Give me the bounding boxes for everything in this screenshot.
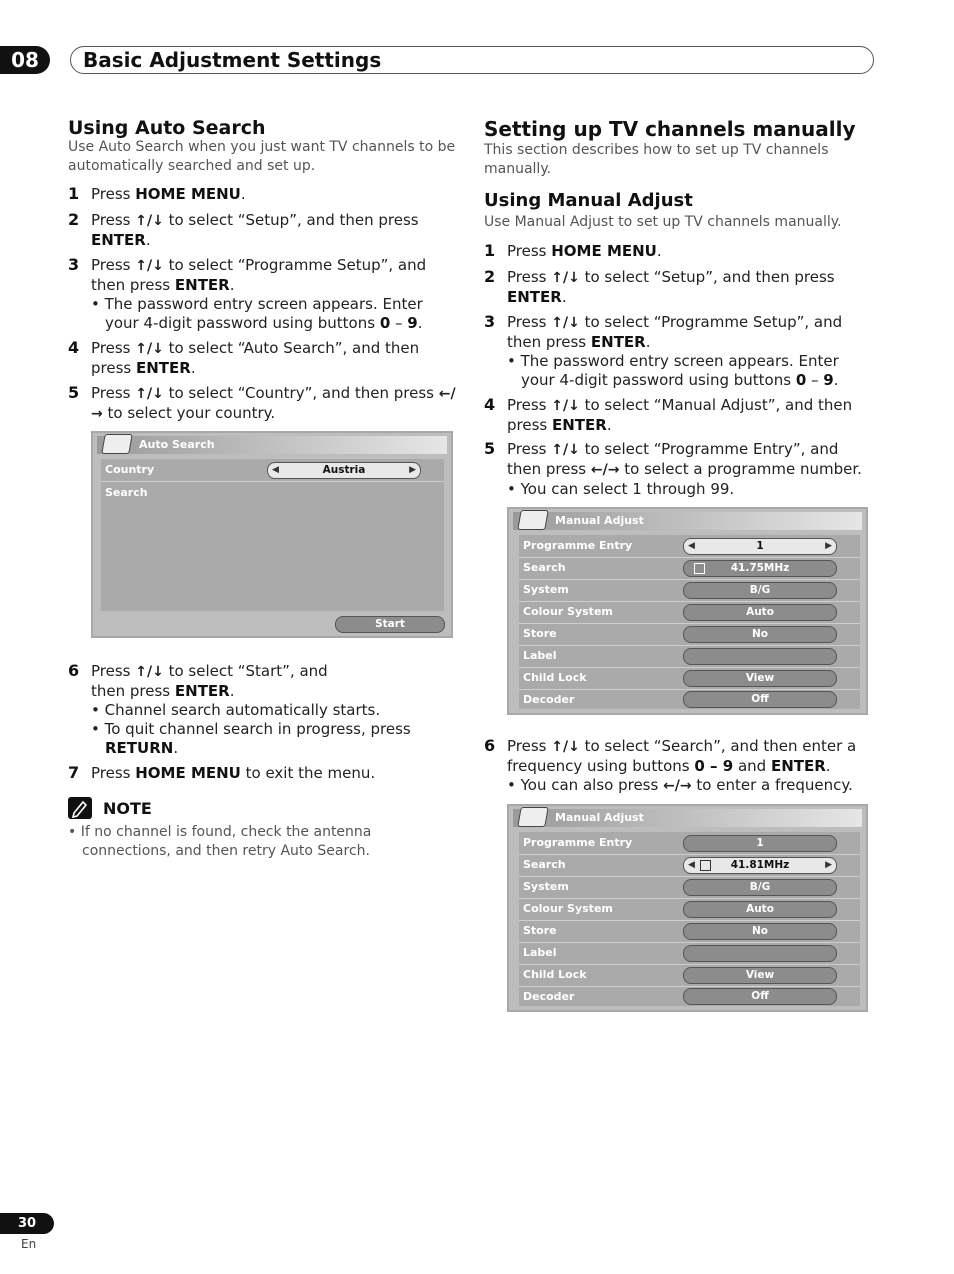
right-step-2 bbox=[484, 268, 876, 307]
step-number: 5 bbox=[484, 439, 496, 458]
step-text: Press bbox=[507, 440, 552, 458]
language-code: En bbox=[21, 1237, 37, 1251]
row-label: Label bbox=[523, 649, 557, 662]
step-text: to select “Programme Setup”, and then press bbox=[91, 256, 427, 294]
left-right-arrow-icon: ←/→ bbox=[663, 778, 692, 794]
store-value[interactable]: No bbox=[683, 923, 837, 940]
frequency-icon bbox=[700, 860, 711, 871]
step-key: 0 – 9 bbox=[694, 757, 734, 775]
note-icon bbox=[68, 797, 92, 819]
manual-adjust-intro: Use Manual Adjust to set up TV channels manually. bbox=[484, 214, 842, 230]
step-text: Press bbox=[91, 384, 136, 402]
step-text: to select “Setup”, and then press bbox=[579, 268, 835, 286]
row-label: Programme Entry bbox=[523, 836, 633, 849]
right-step-1 bbox=[484, 242, 876, 261]
step-number: 1 bbox=[68, 184, 80, 203]
section-heading-auto-search: Using Auto Search bbox=[68, 117, 266, 139]
manual-adjust-screen-2 bbox=[507, 804, 868, 1012]
page-number: 30 bbox=[0, 1213, 54, 1234]
step-text: Press bbox=[507, 396, 552, 414]
manual-intro: This section describes how to set up TV channels manually. bbox=[484, 142, 829, 177]
tv-icon bbox=[101, 434, 133, 454]
step-text: to select “Search”, and then enter a frequency using buttons bbox=[507, 737, 857, 775]
tv-icon bbox=[517, 807, 549, 827]
auto-search-intro: Use Auto Search when you just want TV channels to be automatically searched and set up. bbox=[68, 139, 456, 174]
menu-row-programme-entry[interactable] bbox=[519, 535, 860, 558]
step-number: 4 bbox=[484, 395, 496, 414]
menu-row-decoder[interactable] bbox=[519, 986, 860, 1008]
step-text: . bbox=[229, 682, 235, 700]
step-text: . bbox=[229, 276, 235, 294]
right-step-3 bbox=[484, 313, 876, 390]
up-down-arrow-icon: ↑/↓ bbox=[551, 739, 580, 755]
chapter-title-bar bbox=[70, 46, 874, 74]
menu-row-child-lock[interactable] bbox=[519, 667, 860, 690]
decoder-value[interactable]: Off bbox=[683, 988, 837, 1005]
up-down-arrow-icon: ↑/↓ bbox=[135, 258, 164, 274]
row-label: Label bbox=[523, 946, 557, 959]
step-text: to select “Start”, and then press bbox=[91, 662, 328, 700]
step-number: 4 bbox=[68, 338, 80, 357]
row-label: Child Lock bbox=[523, 671, 587, 684]
programme-entry-value[interactable]: 1 bbox=[683, 835, 837, 852]
menu-row-search[interactable] bbox=[101, 482, 444, 504]
row-label: System bbox=[523, 583, 569, 596]
step-text: Press bbox=[507, 242, 552, 260]
step-bullet: • To quit channel search in progress, press RETURN. bbox=[91, 720, 411, 757]
menu-row-colour-system[interactable] bbox=[519, 601, 860, 624]
left-step-7 bbox=[68, 764, 460, 783]
row-label: Colour System bbox=[523, 902, 613, 915]
row-label: Search bbox=[523, 858, 566, 871]
arrow-left-icon[interactable]: ◀ bbox=[688, 541, 695, 551]
menu-row-search[interactable] bbox=[519, 854, 860, 877]
step-text: . bbox=[145, 231, 151, 249]
section-heading-manual: Setting up TV channels manually bbox=[484, 117, 856, 141]
step-key: ENTER bbox=[590, 333, 646, 351]
step-text: to select a programme number. bbox=[619, 460, 862, 478]
row-label: Child Lock bbox=[523, 968, 587, 981]
step-number: 2 bbox=[484, 267, 496, 286]
row-label: Decoder bbox=[523, 693, 575, 706]
note-text: • If no channel is found, check the antenna connections, and then retry Auto Search. bbox=[68, 824, 372, 859]
step-text: Press bbox=[507, 313, 552, 331]
step-text: to select “Programme Setup”, and then press bbox=[507, 313, 843, 351]
up-down-arrow-icon: ↑/↓ bbox=[135, 341, 164, 357]
row-value: 1 bbox=[756, 540, 764, 552]
screen-body bbox=[519, 535, 860, 709]
up-down-arrow-icon: ↑/↓ bbox=[135, 386, 164, 402]
step-key: HOME MENU bbox=[135, 185, 241, 203]
menu-row-label[interactable] bbox=[519, 645, 860, 668]
search-frequency-selector[interactable] bbox=[683, 857, 837, 874]
left-right-arrow-icon: ←/→ bbox=[590, 462, 620, 478]
step-text: . bbox=[656, 242, 662, 260]
step-text: Press bbox=[507, 737, 552, 755]
arrow-left-icon[interactable]: ◀ bbox=[688, 860, 695, 870]
step-text: to exit the menu. bbox=[240, 764, 376, 782]
decoder-value[interactable]: Off bbox=[683, 691, 837, 708]
step-number: 3 bbox=[484, 312, 496, 331]
frequency-icon bbox=[694, 563, 705, 574]
right-step-5 bbox=[484, 440, 876, 499]
step-key: ENTER bbox=[174, 276, 230, 294]
step-text: Press bbox=[91, 764, 136, 782]
child-lock-value[interactable]: View bbox=[683, 670, 837, 687]
system-value[interactable]: B/G bbox=[683, 582, 837, 599]
screen-body bbox=[101, 459, 444, 611]
screen-title: Manual Adjust bbox=[555, 811, 644, 824]
chapter-title: Basic Adjustment Settings bbox=[83, 48, 382, 72]
step-text: . bbox=[825, 757, 831, 775]
row-value: 41.75MHz bbox=[730, 562, 790, 574]
menu-row-store[interactable] bbox=[519, 623, 860, 646]
step-bullet: • You can also press ←/→ to enter a frequency. bbox=[507, 776, 853, 794]
step-bullet: • The password entry screen appears. Enter your 4-digit password using buttons 0 – 9. bbox=[91, 295, 423, 332]
step-number: 6 bbox=[68, 661, 80, 680]
step-text: to select “Manual Adjust”, and then press bbox=[507, 396, 853, 434]
step-text: Press bbox=[507, 268, 552, 286]
row-label: Colour System bbox=[523, 605, 613, 618]
start-button[interactable]: Start bbox=[335, 616, 445, 633]
menu-row-programme-entry[interactable] bbox=[519, 832, 860, 855]
step-text: . bbox=[240, 185, 246, 203]
step-text: to select “Country”, and then press bbox=[163, 384, 439, 402]
step-text: . bbox=[561, 288, 567, 306]
step-bullet: • Channel search automatically starts. bbox=[91, 701, 381, 719]
step-text: . bbox=[190, 359, 196, 377]
left-step-2 bbox=[68, 211, 460, 250]
step-text: Press bbox=[91, 339, 136, 357]
screen-body bbox=[519, 832, 860, 1006]
system-value[interactable]: B/G bbox=[683, 879, 837, 896]
screen-header bbox=[513, 809, 862, 827]
up-down-arrow-icon: ↑/↓ bbox=[551, 315, 580, 331]
up-down-arrow-icon: ↑/↓ bbox=[135, 213, 164, 229]
arrow-right-icon[interactable]: ▶ bbox=[825, 860, 832, 870]
row-label: System bbox=[523, 880, 569, 893]
step-key: ENTER bbox=[507, 288, 562, 306]
row-label: Store bbox=[523, 627, 557, 640]
step-number: 1 bbox=[484, 241, 496, 260]
row-value: 41.81MHz bbox=[730, 859, 790, 871]
auto-search-screen bbox=[91, 431, 453, 638]
left-step-3 bbox=[68, 256, 460, 333]
subheading-manual-adjust: Using Manual Adjust bbox=[484, 190, 693, 211]
step-text: to select “Programme Entry”, and then press bbox=[507, 440, 839, 478]
screen-title: Manual Adjust bbox=[555, 514, 644, 527]
menu-row-decoder[interactable] bbox=[519, 689, 860, 711]
note-title: NOTE bbox=[103, 799, 152, 818]
step-number: 6 bbox=[484, 736, 496, 755]
label-value[interactable] bbox=[683, 648, 837, 665]
step-text: to select “Auto Search”, and then press bbox=[91, 339, 420, 377]
colour-system-value[interactable]: Auto bbox=[683, 901, 837, 918]
step-number: 5 bbox=[68, 383, 80, 402]
up-down-arrow-icon: ↑/↓ bbox=[551, 398, 580, 414]
menu-row-child-lock[interactable] bbox=[519, 964, 860, 987]
country-value: Austria bbox=[322, 464, 366, 476]
right-step-6 bbox=[484, 737, 876, 796]
step-key: ENTER bbox=[136, 359, 191, 377]
country-selector[interactable] bbox=[267, 462, 421, 479]
step-text: to select your country. bbox=[102, 404, 276, 422]
arrow-left-icon[interactable]: ◀ bbox=[272, 465, 279, 475]
step-number: 3 bbox=[68, 255, 80, 274]
step-key: ENTER bbox=[552, 416, 607, 434]
menu-row-country[interactable] bbox=[101, 459, 444, 482]
arrow-right-icon[interactable]: ▶ bbox=[825, 541, 832, 551]
up-down-arrow-icon: ↑/↓ bbox=[135, 664, 164, 680]
menu-row-store[interactable] bbox=[519, 920, 860, 943]
row-label: Decoder bbox=[523, 990, 575, 1003]
manual-adjust-screen-1 bbox=[507, 507, 868, 715]
screen-header bbox=[513, 512, 862, 530]
store-value[interactable]: No bbox=[683, 626, 837, 643]
step-bullet: • You can select 1 through 99. bbox=[507, 480, 735, 498]
menu-row-system[interactable] bbox=[519, 579, 860, 602]
step-key: HOME MENU bbox=[551, 242, 657, 260]
row-label: Search bbox=[523, 561, 566, 574]
step-text: Press bbox=[91, 256, 136, 274]
menu-row-search[interactable] bbox=[519, 557, 860, 580]
left-right-arrow-icon: ←/→ bbox=[91, 386, 456, 422]
screen-header bbox=[97, 436, 447, 454]
step-text: Press bbox=[91, 662, 136, 680]
programme-entry-selector[interactable] bbox=[683, 538, 837, 555]
left-step-4 bbox=[68, 339, 460, 378]
tv-icon bbox=[517, 510, 549, 530]
menu-row-system[interactable] bbox=[519, 876, 860, 899]
step-text: . bbox=[645, 333, 651, 351]
menu-row-colour-system[interactable] bbox=[519, 898, 860, 921]
row-label: Store bbox=[523, 924, 557, 937]
step-number: 2 bbox=[68, 210, 80, 229]
right-step-4 bbox=[484, 396, 876, 435]
menu-row-label[interactable] bbox=[519, 942, 860, 965]
step-text: to select “Setup”, and then press bbox=[163, 211, 419, 229]
search-value[interactable] bbox=[683, 560, 837, 577]
step-key: HOME MENU bbox=[135, 764, 241, 782]
row-label: Programme Entry bbox=[523, 539, 633, 552]
up-down-arrow-icon: ↑/↓ bbox=[551, 270, 580, 286]
left-step-5 bbox=[68, 384, 460, 424]
step-key: ENTER bbox=[174, 682, 230, 700]
colour-system-value[interactable]: Auto bbox=[683, 604, 837, 621]
step-key: ENTER bbox=[770, 757, 826, 775]
step-key: ENTER bbox=[91, 231, 146, 249]
step-number: 7 bbox=[68, 763, 80, 782]
step-text: . bbox=[606, 416, 612, 434]
up-down-arrow-icon: ↑/↓ bbox=[551, 442, 580, 458]
step-text: and bbox=[733, 757, 771, 775]
chapter-number: 08 bbox=[0, 46, 50, 74]
label-value[interactable] bbox=[683, 945, 837, 962]
left-step-6 bbox=[68, 662, 460, 758]
child-lock-value[interactable]: View bbox=[683, 967, 837, 984]
step-bullet: • The password entry screen appears. Enter your 4-digit password using buttons 0 – 9. bbox=[507, 352, 839, 389]
arrow-right-icon[interactable]: ▶ bbox=[409, 465, 416, 475]
step-text: Press bbox=[91, 211, 136, 229]
step-text: Press bbox=[91, 185, 136, 203]
left-step-1 bbox=[68, 185, 460, 204]
screen-title: Auto Search bbox=[139, 438, 215, 451]
row-label: Search bbox=[105, 486, 148, 499]
row-label: Country bbox=[105, 463, 155, 476]
